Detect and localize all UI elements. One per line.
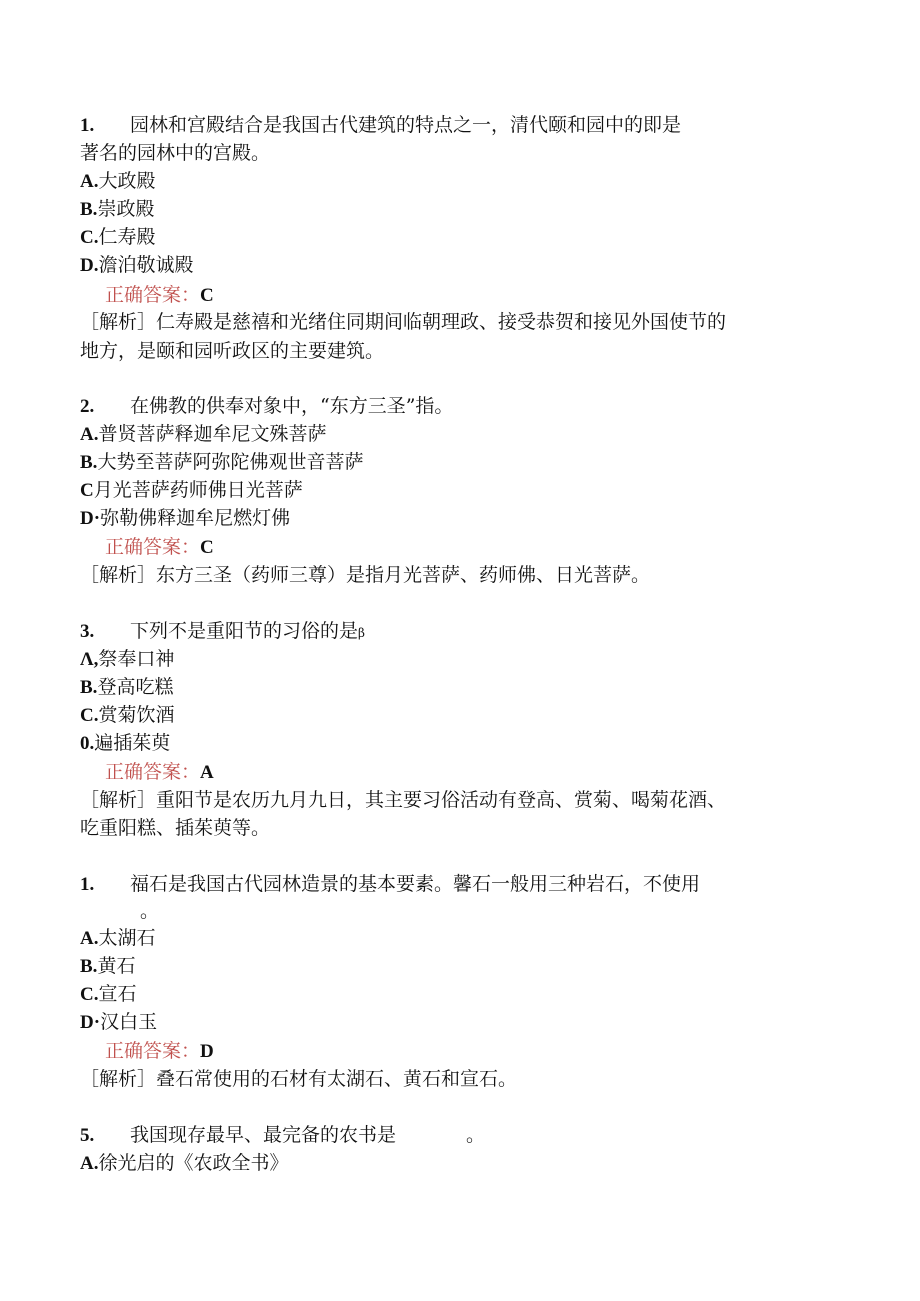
option-letter: B. (80, 199, 98, 220)
question-4-option-c (80, 981, 137, 1007)
option-text: 太湖石 (98, 927, 156, 949)
option-text: 祭奉口神 (98, 648, 175, 670)
option-text: 仁寿殿 (98, 226, 156, 248)
option-text: 黄石 (97, 955, 136, 977)
question-2-option-b (80, 449, 363, 475)
option-text: 大政殿 (98, 170, 156, 192)
option-text: 遍插茱萸 (94, 732, 171, 754)
answer-label: 正确答案： (105, 536, 201, 558)
question-number: 1. (80, 874, 95, 895)
answer-value: C (200, 285, 214, 306)
question-3-analysis-cont: 吃重阳糕、插茱萸等。 (80, 817, 271, 839)
question-2-answer (105, 534, 214, 560)
question-number: 2. (80, 396, 95, 417)
question-2-option-d (80, 505, 290, 531)
answer-label: 正确答案： (105, 761, 201, 783)
question-1-analysis-cont: 地方，是颐和园听政区的主要建筑。 (80, 340, 385, 362)
question-text: 福石是我国古代园林造景的基本要素。馨石一般用三种岩石，不使用 (130, 873, 701, 895)
option-letter: D· (80, 508, 101, 529)
question-1-stem-cont: 著名的园林中的宫殿。 (80, 142, 271, 164)
question-5-option-a (80, 1150, 289, 1176)
option-text: 汉白玉 (100, 1011, 158, 1033)
question-4-analysis: ［解析］叠石常使用的石材有太湖石、黄石和宣石。 (80, 1068, 518, 1090)
question-4-option-b (80, 953, 135, 979)
question-number: 3. (80, 621, 95, 642)
question-4-option-a (80, 925, 156, 951)
option-text: 登高吃糕 (97, 676, 174, 698)
question-2-stem (80, 393, 453, 419)
answer-label: 正确答案： (105, 1040, 201, 1062)
question-2-option-a (80, 421, 327, 447)
option-letter: A. (80, 424, 99, 445)
option-letter: C. (80, 705, 99, 726)
option-letter: B. (80, 452, 98, 473)
option-letter: D· (80, 1012, 101, 1033)
option-text: 月光菩萨药师佛日光菩萨 (93, 479, 303, 501)
option-letter: B. (80, 677, 98, 698)
question-1-option-d (80, 252, 194, 278)
option-letter: A. (80, 928, 99, 949)
question-1-answer (105, 282, 214, 308)
question-3-option-a (80, 646, 174, 672)
answer-value: D (200, 1041, 214, 1062)
option-letter: C (80, 480, 94, 501)
question-number: 1. (80, 115, 95, 136)
option-text: 普贤菩萨释迦牟尼文殊菩萨 (98, 423, 327, 445)
question-2-option-c (80, 477, 303, 503)
option-text: 澹泊敬诚殿 (98, 254, 194, 276)
question-1-analysis: ［解析］仁寿殿是慈禧和光绪住同期间临朝理政、接受恭贺和接见外国使节的 (80, 311, 727, 333)
question-4-stem-cont: 。 (140, 900, 160, 922)
question-text: 下列不是重阳节的习俗的是 (130, 620, 359, 642)
option-text: 徐光启的《农政全书》 (98, 1152, 289, 1174)
option-letter: Λ, (80, 649, 99, 670)
option-text: 弥勒佛释迦牟尼燃灯佛 (100, 507, 291, 529)
question-3-option-c (80, 702, 175, 728)
answer-value: C (200, 537, 214, 558)
question-number: 5. (80, 1125, 95, 1146)
question-5-stem (80, 1122, 485, 1148)
question-suffix: β (358, 626, 365, 640)
question-text: 在佛教的供奉对象中，“东方三圣”指。 (130, 395, 454, 417)
answer-value: A (200, 762, 214, 783)
question-1-option-c (80, 224, 156, 250)
question-4-answer (105, 1038, 214, 1064)
option-text: 崇政殿 (97, 198, 155, 220)
answer-label: 正确答案： (105, 284, 201, 306)
question-4-stem (80, 871, 700, 897)
question-3-option-b (80, 674, 173, 700)
question-3-stem (80, 618, 365, 644)
question-text: 我国现存最早、最完备的农书是 (130, 1124, 397, 1146)
option-letter: B. (80, 956, 98, 977)
question-text: 园林和宫殿结合是我国古代建筑的特点之一，清代颐和园中的即是 (130, 114, 682, 136)
question-3-answer (105, 759, 214, 785)
question-4-option-d (80, 1009, 157, 1035)
question-2-analysis: ［解析］东方三圣（药师三尊）是指月光菩萨、药师佛、日光菩萨。 (80, 564, 651, 586)
option-letter: 0. (80, 733, 95, 754)
option-text: 大势至菩萨阿弥陀佛观世音菩萨 (97, 451, 364, 473)
option-letter: A. (80, 1153, 99, 1174)
question-3-option-d (80, 730, 170, 756)
question-suffix: 。 (466, 1124, 486, 1146)
question-1-option-b (80, 196, 154, 222)
option-letter: A. (80, 171, 99, 192)
option-letter: C. (80, 984, 99, 1005)
question-1-stem (80, 112, 681, 138)
option-text: 宣石 (98, 983, 137, 1005)
question-3-analysis: ［解析］重阳节是农历九月九日，其主要习俗活动有登高、赏菊、喝菊花酒、 (80, 789, 727, 811)
option-letter: D. (80, 255, 99, 276)
question-1-option-a (80, 168, 156, 194)
option-letter: C. (80, 227, 99, 248)
option-text: 赏菊饮酒 (98, 704, 175, 726)
